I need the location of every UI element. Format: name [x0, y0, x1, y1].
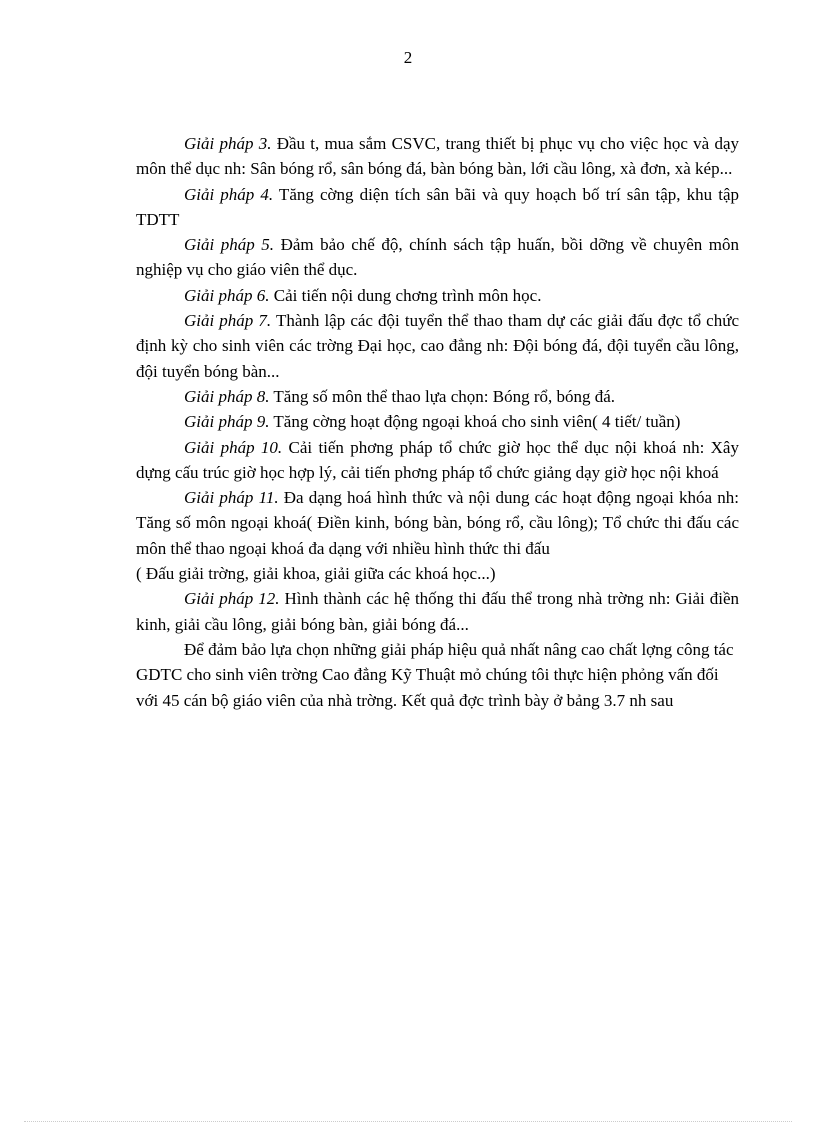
solution-text: Tăng cờng diện tích sân bãi và quy hoạch bố trí sân tập, khu tập TDTT — [136, 184, 739, 229]
paragraph-solution-9 — [136, 409, 739, 434]
solution-text: Đầu t, mua sắm CSVC, trang thiết bị phục vụ cho việc học và dạy môn thể dục nh: Sân bóng rổ, sân bóng đá, bàn bóng bàn, lới cầu lông, xà đơn, xà kép... — [136, 134, 739, 179]
solution-label: Giải pháp 7. — [184, 311, 272, 331]
paragraph-text: Để đảm bảo lựa chọn những giải pháp hiệu quả nhất nâng cao chất lợng công tác GDTC cho sinh viên trờng Cao đẳng Kỹ Thuật mỏ chúng tôi thực hiện phỏng vấn đối với 45 cán bộ giáo viên của nhà trờng. Kết quả đợc trình bày ở bảng 3.7 nh sau — [136, 639, 734, 710]
paragraph-solution-3 — [136, 131, 739, 182]
solution-text: Đa dạng hoá hình thức và nội dung các hoạt động ngoại khóa nh: Tăng số môn ngoại khoá( Điền kinh, bóng bàn, bóng rổ, cầu lông); Tổ chức thi đấu các môn thể thao ngoại khoá đa dạng với nhiều hình thức thi đấu — [136, 488, 739, 558]
solution-label: Giải pháp 11. — [184, 488, 279, 508]
paragraph-solution-11-continued — [136, 561, 739, 586]
paragraph-solution-8 — [136, 384, 739, 409]
paragraph-solution-5 — [136, 232, 739, 283]
document-body — [136, 131, 739, 713]
solution-text: Thành lập các đội tuyển thể thao tham dự các giải đấu đợc tổ chức định kỳ cho sinh viên các trờng Đại học, cao đẳng nh: Đội bóng đá, đội tuyển cầu lông, đội tuyển bóng bàn... — [136, 311, 739, 381]
paragraph-conclusion — [136, 637, 739, 713]
solution-label: Giải pháp 9. — [184, 412, 270, 432]
paragraph-solution-12 — [136, 586, 739, 637]
page-bottom-divider — [24, 1121, 792, 1122]
solution-text: Tăng số môn thể thao lựa chọn: Bóng rổ, bóng đá. — [269, 386, 616, 406]
solution-label: Giải pháp 4. — [184, 184, 274, 204]
paragraph-solution-10 — [136, 435, 739, 486]
paragraph-solution-11 — [136, 485, 739, 561]
solution-label: Giải pháp 12. — [184, 589, 280, 609]
solution-label: Giải pháp 5. — [184, 235, 275, 255]
paragraph-solution-4 — [136, 182, 739, 233]
solution-label: Giải pháp 8. — [184, 386, 270, 406]
solution-text: Cải tiến nội dung chơng trình môn học. — [269, 285, 542, 305]
solution-text: Đảm bảo chế độ, chính sách tập huấn, bồi dỡng về chuyên môn nghiệp vụ cho giáo viên thể dục. — [136, 235, 739, 280]
solution-label: Giải pháp 10. — [184, 437, 283, 457]
solution-text: Tăng cờng hoạt động ngoại khoá cho sinh viên( 4 tiết/ tuần) — [269, 412, 681, 432]
solution-text: Cải tiến phơng pháp tổ chức giờ học thể dục nội khoá nh: Xây dựng cấu trúc giờ học hợp lý, cải tiến phơng pháp tổ chức giảng dạy giờ học nội khoá — [136, 437, 739, 482]
paragraph-solution-7 — [136, 308, 739, 384]
paragraph-solution-6 — [136, 283, 739, 308]
solution-text: Hình thành các hệ thống thi đấu thể trong nhà trờng nh: Giải điền kinh, giải cầu lông, giải bóng bàn, giải bóng đá... — [136, 589, 739, 634]
paragraph-text: ( Đấu giải trờng, giải khoa, giải giữa các khoá học...) — [136, 564, 496, 584]
page-number: 2 — [403, 48, 413, 67]
solution-label: Giải pháp 3. — [184, 134, 272, 153]
solution-label: Giải pháp 6. — [184, 285, 270, 305]
